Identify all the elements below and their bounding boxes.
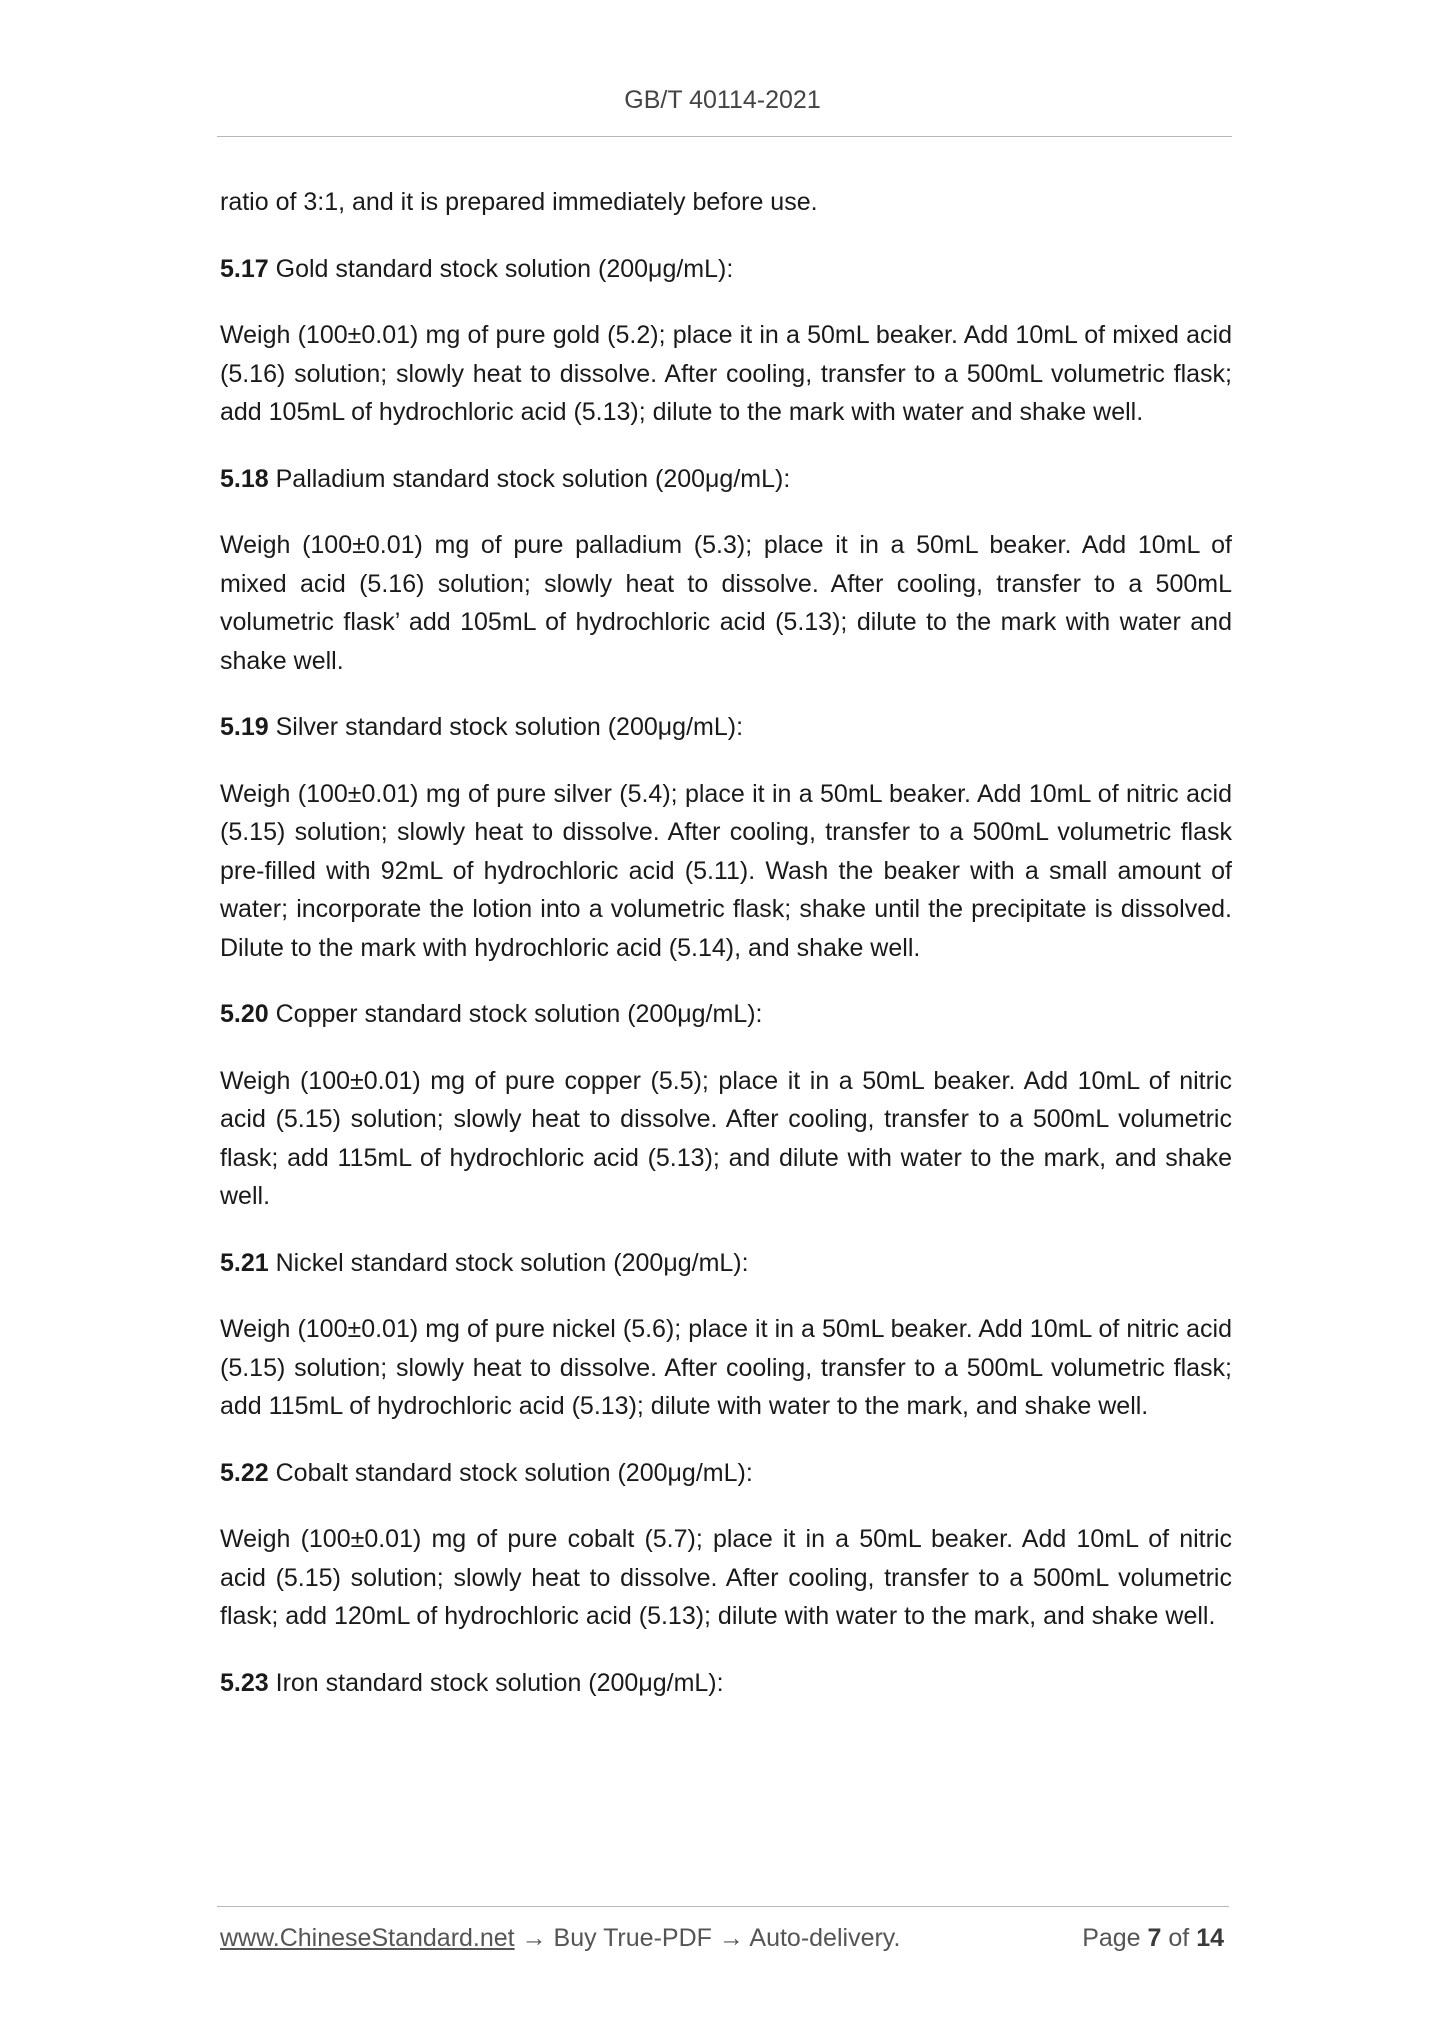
page-label: Page	[1082, 1924, 1148, 1952]
paragraph	[220, 775, 1232, 968]
section-number: 5.18	[220, 464, 269, 493]
section-number: 5.23	[220, 1668, 269, 1697]
section-heading-5-21	[220, 1244, 1232, 1283]
section-heading-5-22	[220, 1454, 1232, 1493]
paragraph	[220, 316, 1232, 432]
section-heading-5-20	[220, 995, 1232, 1034]
paragraph-text: ratio of 3:1, and it is prepared immediately before use.	[220, 188, 818, 216]
footer-divider	[217, 1906, 1229, 1907]
section-number: 5.20	[220, 1000, 269, 1028]
section-title: Copper standard stock solution (200μg/mL):	[268, 1000, 763, 1028]
paragraph-text: Weigh (100±0.01) mg of pure cobalt (5.7); place it in a 50mL beaker. Add 10mL of nitric acid (5.15) solution; slowly heat to dissolve. After cooling, transfer to a 500mL volumetric flask; add 120mL of hydrochloric acid (5.13); dilute with water to the mark, and shake well.	[220, 1525, 1232, 1630]
current-page-number: 7	[1147, 1924, 1162, 1952]
paragraph	[220, 1062, 1232, 1216]
section-title: Gold standard stock solution (200μg/mL):	[268, 254, 734, 283]
section-heading-5-19	[220, 708, 1232, 747]
page-header	[0, 86, 1445, 115]
document-number: GB/T 40114-2021	[624, 86, 821, 114]
section-title: Nickel standard stock solution (200μg/mL):	[268, 1248, 749, 1277]
paragraph	[220, 183, 1232, 222]
paragraph-text: Weigh (100±0.01) mg of pure silver (5.4); place it in a 50mL beaker. Add 10mL of nitric acid (5.15) solution; slowly heat to dissolve. After cooling, transfer to a 500mL volumetric flask pre-filled with 92mL of hydrochloric acid (5.11). Wash the beaker with a small amount of water; incorporate the lotion into a volumetric flask; shake until the precipitate is dissolved. Dilute to the mark with hydrochloric acid (5.14), and shake well.	[220, 779, 1232, 962]
section-number: 5.22	[220, 1458, 269, 1487]
section-title: Silver standard stock solution (200μg/mL):	[268, 713, 744, 741]
document-body	[220, 183, 1232, 1730]
section-heading-5-17	[220, 250, 1232, 289]
section-heading-5-23	[220, 1664, 1232, 1703]
section-title: Palladium standard stock solution (200μg/mL):	[268, 464, 791, 493]
total-pages: 14	[1196, 1924, 1224, 1952]
header-divider	[217, 136, 1232, 137]
paragraph-text: Weigh (100±0.01) mg of pure nickel (5.6); place it in a 50mL beaker. Add 10mL of nitric acid (5.15) solution; slowly heat to dissolve. After cooling, transfer to a 500mL volumetric flask; add 115mL of hydrochloric acid (5.13); dilute with water to the mark, and shake well.	[220, 1315, 1232, 1420]
of-label: of	[1161, 1924, 1197, 1952]
section-title: Iron standard stock solution (200μg/mL):	[268, 1668, 724, 1697]
paragraph	[220, 1520, 1232, 1636]
paragraph-text: Weigh (100±0.01) mg of pure copper (5.5); place it in a 50mL beaker. Add 10mL of nitric acid (5.15) solution; slowly heat to dissolve. After cooling, transfer to a 500mL volumetric flask; add 115mL of hydrochloric acid (5.13); and dilute with water to the mark, and shake well.	[220, 1066, 1232, 1210]
section-number: 5.21	[220, 1248, 269, 1277]
paragraph	[220, 1310, 1232, 1426]
section-number: 5.17	[220, 254, 269, 283]
section-number: 5.19	[220, 713, 269, 741]
paragraph-text: Weigh (100±0.01) mg of pure palladium (5.3); place it in a 50mL beaker. Add 10mL of mixed acid (5.16) solution; slowly heat to dissolve. After cooling, transfer to a 500mL volumetric flask’ add 105mL of hydrochloric acid (5.13); dilute to the mark with water and shake well.	[220, 531, 1232, 675]
paragraph	[220, 526, 1232, 680]
section-heading-5-18	[220, 460, 1232, 499]
section-title: Cobalt standard stock solution (200μg/mL):	[268, 1458, 753, 1487]
website-link[interactable]: www.ChineseStandard.net	[220, 1924, 515, 1952]
footer-tagline: → Buy True-PDF → Auto-delivery.	[514, 1924, 901, 1952]
paragraph-text: Weigh (100±0.01) mg of pure gold (5.2); place it in a 50mL beaker. Add 10mL of mixed acid (5.16) solution; slowly heat to dissolve. After cooling, transfer to a 500mL volumetric flask; add 105mL of hydrochloric acid (5.13); dilute to the mark with water and shake well.	[220, 321, 1232, 426]
page-indicator	[1082, 1924, 1224, 1953]
footer-promo	[220, 1924, 900, 1953]
